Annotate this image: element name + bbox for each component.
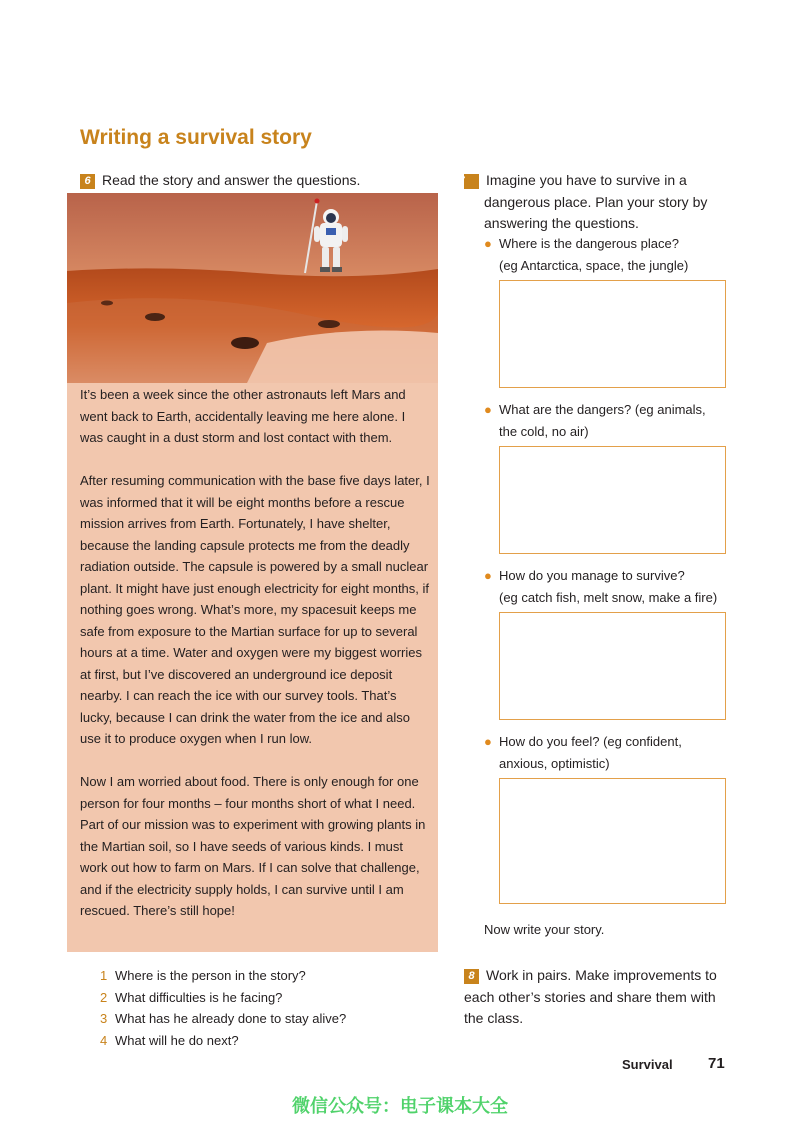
question-number: 2	[100, 989, 108, 1005]
list-item	[100, 1030, 346, 1052]
prompt-line: Where is the dangerous place?	[499, 236, 679, 251]
answer-box-survive[interactable]	[499, 612, 726, 720]
prompt-item-feel	[484, 731, 739, 774]
question-text: What will he do next?	[115, 1032, 239, 1048]
prompt-line: How do you feel? (eg confident,	[499, 734, 682, 749]
answer-box-feel[interactable]	[499, 778, 726, 904]
footer-unit-label: Survival	[622, 1057, 673, 1072]
story-paragraph-3: Now I am worried about food. There is only enough for one person for four months – four months short of what I need. Part of our mission was to experiment with growing plants in the Martian soil, so I have seeds of various kinds. I must work out how to farm on Mars. If I can solve that challenge, and if the electricity supply holds, I can survive until I am rescued. There’s still hope!	[80, 774, 426, 918]
question-number: 1	[100, 968, 108, 983]
story-paragraph-1: It’s been a week since the other astronauts left Mars and went back to Earth, accidentally leaving me here alone. I was caught in a dust storm and lost contact with them.	[80, 387, 406, 445]
exercise-7-number: 7	[464, 174, 479, 189]
prompt-example: the cold, no air)	[499, 423, 589, 439]
answer-box-dangers[interactable]	[499, 446, 726, 554]
story-text	[80, 384, 430, 943]
watermark-text: 微信公众号：电子课本大全	[292, 1096, 508, 1116]
bullet-icon: ●	[484, 734, 492, 749]
prompt-line: What are the dangers? (eg animals,	[499, 402, 706, 417]
prompt-example: (eg Antarctica, space, the jungle)	[499, 257, 689, 273]
question-number: 4	[100, 1032, 108, 1048]
prompt-line: How do you manage to survive?	[499, 568, 685, 583]
bullet-icon: ●	[484, 402, 492, 417]
bullet-icon: ●	[484, 568, 492, 583]
exercise-6-instruction	[80, 170, 360, 192]
exercise-8-instruction	[464, 965, 726, 1030]
exercise-8-text: Work in pairs. Make improvements to each other’s stories and share them with the class.	[464, 967, 717, 1026]
list-item	[100, 987, 346, 1009]
list-item	[100, 1008, 346, 1030]
story-paragraph-2: After resuming communication with the base five days later, I was informed that it will be eight months before a rescue mission arrives from Earth. Fortunately, I have shelter, because the landing capsule protects me from the deadly radiation outside. The capsule is powered by a small nuclear plant. It might have just enough electricity for eight months, if nothing goes wrong. What’s more, my spacesuit keeps me safe from exposure to the Martian surface for up to several hours at a time. Water and oxygen were my biggest worries at first, but I’ve discovered an underground ice deposit nearby. I can reach the ice with our survey tools. That’s lucky, because I can drink the water from the ice and also use it to produce oxygen when I run low.	[80, 473, 430, 746]
question-text: What difficulties is he facing?	[115, 989, 283, 1005]
bullet-icon: ●	[484, 236, 492, 251]
list-item	[100, 965, 346, 987]
question-list	[100, 965, 346, 1051]
prompt-item-place	[484, 233, 739, 276]
section-title: Writing a survival story	[80, 126, 312, 149]
question-text: What has he already done to stay alive?	[115, 1011, 347, 1026]
exercise-7-instruction	[458, 170, 724, 235]
now-write-prompt: Now write your story.	[484, 922, 605, 937]
mars-astronaut-illustration	[67, 193, 438, 383]
exercise-7-text: Imagine you have to survive in a dangerous place. Plan your story by answering the questions.	[484, 172, 708, 231]
prompt-example: (eg catch fish, melt snow, make a fire)	[499, 589, 718, 605]
question-number: 3	[100, 1011, 108, 1026]
prompt-example: anxious, optimistic)	[499, 755, 610, 771]
exercise-6-text: Read the story and answer the questions.	[102, 172, 361, 188]
answer-box-place[interactable]	[499, 280, 726, 388]
prompt-item-survive	[484, 565, 739, 608]
page-number: 71	[708, 1055, 725, 1072]
question-text: Where is the person in the story?	[115, 968, 306, 983]
prompt-item-dangers	[484, 399, 739, 442]
exercise-8-number: 8	[464, 969, 479, 984]
exercise-6-number: 6	[80, 174, 95, 189]
